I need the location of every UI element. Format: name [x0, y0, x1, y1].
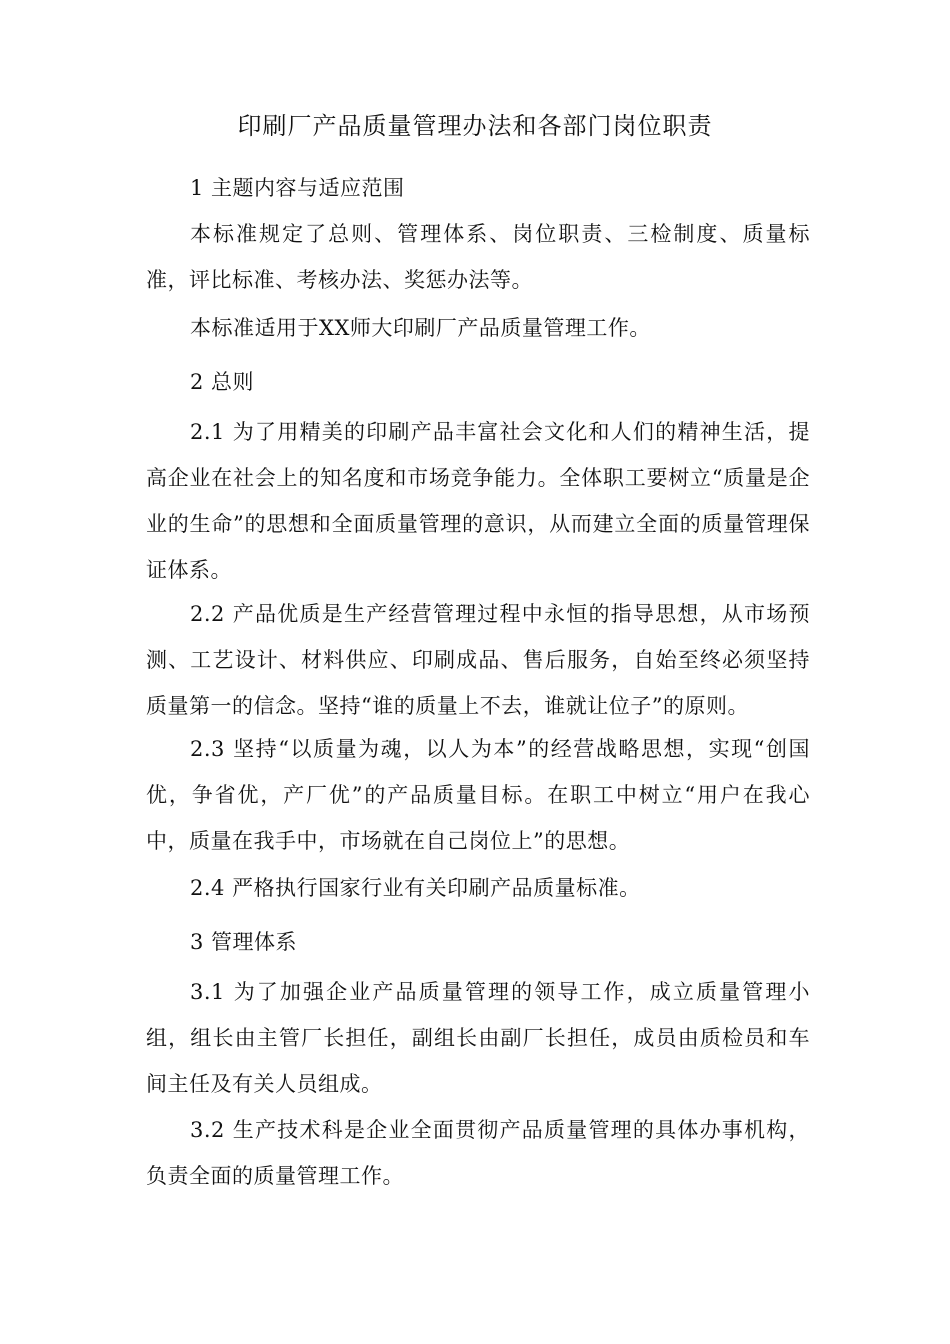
section-heading-2: 2 总则	[190, 370, 255, 394]
paragraph-2-2: 2.2 产品优质是生产经营管理过程中永恒的指导思想，从市场预测、工艺设计、材料供应、印刷成品、售后服务，自始至终必须坚持质量第一的信念。坚持“谁的质量上不去，谁就让位子”的原则。	[146, 602, 810, 718]
paragraph-scope-1: 本标准规定了总则、管理体系、岗位职责、三检制度、质量标准，评比标准、考核办法、奖惩办法等。	[146, 222, 810, 292]
section-heading-1: 1 主题内容与适应范围	[190, 176, 405, 200]
paragraph-2-1: 2.1 为了用精美的印刷产品丰富社会文化和人们的精神生活，提高企业在社会上的知名度和市场竞争能力。全体职工要树立“质量是企业的生命”的思想和全面质量管理的意识，从而建立全面的质量管理保证体系。	[146, 420, 810, 582]
section-heading-3: 3 管理体系	[190, 930, 298, 954]
paragraph-2-3: 2.3 坚持“以质量为魂，以人为本”的经营战略思想，实现“创国优，争省优，产厂优”的产品质量目标。在职工中树立“用户在我心中，质量在我手中，市场就在自己岗位上”的思想。	[146, 737, 810, 853]
document-title: 印刷厂产品质量管理办法和各部门岗位职责	[237, 112, 713, 140]
paragraph-3-2: 3.2 生产技术科是企业全面贯彻产品质量管理的具体办事机构，负责全面的质量管理工作。	[146, 1118, 810, 1188]
paragraph-scope-2: 本标准适用于XX师大印刷厂产品质量管理工作。	[190, 316, 651, 340]
paragraph-2-4: 2.4 严格执行国家行业有关印刷产品质量标准。	[190, 876, 641, 900]
paragraph-3-1: 3.1 为了加强企业产品质量管理的领导工作，成立质量管理小组，组长由主管厂长担任，副组长由副厂长担任，成员由质检员和车间主任及有关人员组成。	[146, 980, 810, 1096]
